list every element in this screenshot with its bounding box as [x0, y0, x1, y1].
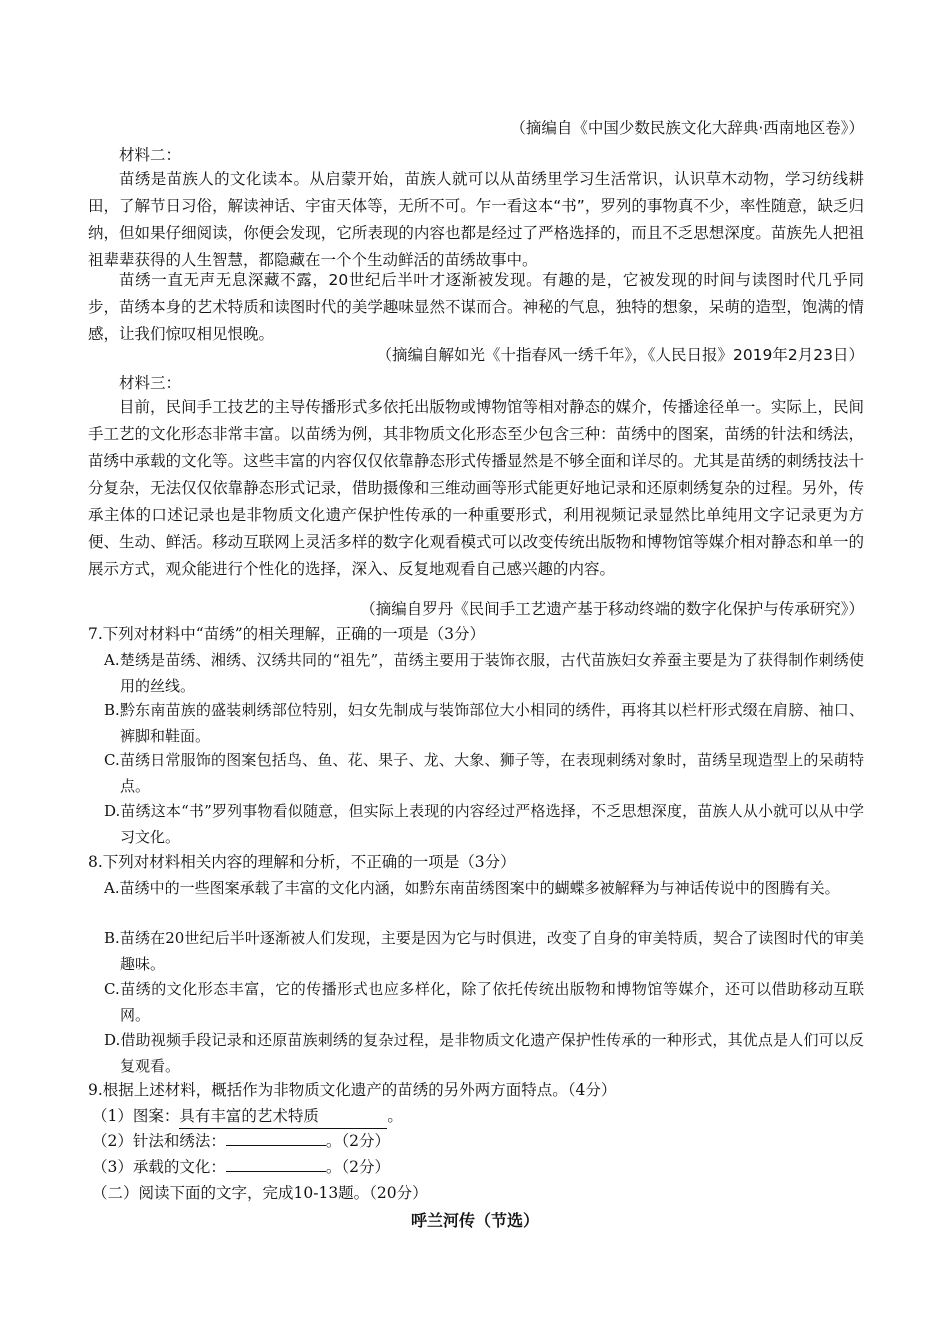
material-3-paragraph: 目前，民间手工技艺的主导传播形式多依托出版物或博物馆等相对静态的媒介，传播途径单一。实际上，民间手工艺的文化形态非常丰富。以苗绣为例，其非物质文化形态至少包含三种：苗绣中的图案，苗绣的针法和绣法，苗绣中承载的文化等。这些丰富的内容仅仅依靠静态形式传播显然是不够全面和详尽的。尤其是苗绣的刺绣技法十分复杂，无法仅仅依靠静态形式记录，借助摄像和三维动画等形式能更好地记录和还原刺绣复杂的过程。另外，传承主体的口述记录也是非物质文化遗产保护性传承的一种重要形式，利用视频记录显然比单纯用文字记录更为方便、生动、鲜活。移动互联网上灵活多样的数字化观看模式可以改变传统出版物和博物馆等媒介相对静态和单一的展示方式，观众能进行个性化的选择，深入、反复地观看自己感兴趣的内容。: [88, 398, 864, 578]
item-1-end: 。: [387, 1107, 403, 1125]
passage-title: 呼兰河传（节选）: [410, 1211, 539, 1230]
item-1-label: （1）图案：: [92, 1107, 180, 1125]
question-7-option-c: C.苗绣日常服饰的图案包括鸟、鱼、花、果子、龙、大象、狮子等，在表现刺绣对象时，苗绣呈现造型上的呆萌特点。: [104, 751, 864, 795]
material-3-heading: 材料三：: [119, 374, 182, 392]
question-7-stem: 7.下列对材料中“苗绣”的相关理解，正确的一项是（3分）: [88, 625, 486, 643]
item-2-answer-blank[interactable]: [226, 1129, 326, 1146]
question-9-item-2: [92, 1129, 390, 1153]
question-8-option-c: C.苗绣的文化形态丰富，它的传播形式也应多样化，除了依托传统出版物和博物馆等媒介，还可以借助移动互联网。: [104, 980, 864, 1024]
item-1-answer-blank[interactable]: [179, 1104, 387, 1129]
question-8-option-b: B.苗绣在20世纪后半叶逐渐被人们发现，主要是因为它与时俱进，改变了自身的审美特质，契合了读图时代的审美趣味。: [104, 929, 864, 973]
item-1-answer: 具有丰富的艺术特质: [179, 1107, 319, 1125]
material-2-paragraph-1: 苗绣是苗族人的文化读本。从启蒙开始，苗族人就可以从苗绣里学习生活常识，认识草木动物，学习纺线耕田，了解节日习俗，解读神话、宇宙天体等，无所不可。乍一看这本“书”，罗列的事物真不少，率性随意，缺乏归纳，但如果仔细阅读，你便会发现，它所表现的内容也都是经过了严格选择的，而且不乏思想深度。苗族先人把祖祖辈辈获得的人生智慧，都隐藏在一个个生动鲜活的苗绣故事中。: [88, 170, 864, 269]
item-3-end: 。（2分）: [325, 1158, 390, 1176]
question-8-option-a: A.苗绣中的一些图案承载了丰富的文化内涵，如黔东南苗绣图案中的蝴蝶多被解释为与神话传说中的图腾有关。: [104, 879, 840, 897]
material-2-paragraph-2: 苗绣一直无声无息深藏不露，20世纪后半叶才逐渐被发现。有趣的是，它被发现的时间与读图时代几乎同步，苗绣本身的艺术特质和读图时代的美学趣味显然不谋而合。神秘的气息，独特的想象，呆萌的造型，饱满的情感，让我们惊叹相见恨晚。: [88, 271, 864, 343]
question-8-option-d: D.借助视频手段记录和还原苗族刺绣的复杂过程，是非物质文化遗产保护性传承的一种形式，其优点是人们可以反复观看。: [104, 1031, 864, 1075]
question-7-option-a: A.楚绣是苗绣、湘绣、汉绣共同的“祖先”，苗绣主要用于装饰衣服，古代苗族妇女养蚕主要是为了获得制作刺绣使用的丝线。: [104, 651, 864, 695]
question-9-stem: 9.根据上述材料，概括作为非物质文化遗产的苗绣的另外两方面特点。（4分）: [88, 1081, 617, 1099]
question-9-item-3: [92, 1155, 390, 1179]
question-7-option-b: B.黔东南苗族的盛装刺绣部位特别，妇女先制成与装饰部位大小相同的绣件，再将其以栏杆形式缀在肩膀、袖口、裤脚和鞋面。: [104, 701, 864, 745]
item-3-answer-blank[interactable]: [226, 1155, 326, 1172]
source-citation-1: （摘编自《中国少数民族文化大辞典·西南地区卷》）: [510, 119, 864, 137]
section-2-instruction: （二）阅读下面的文字，完成10-13题。（20分）: [92, 1184, 428, 1202]
question-7-option-d: D.苗绣这本“书”罗列事物看似随意，但实际上表现的内容经过严格选择，不乏思想深度，苗族人从小就可以从中学习文化。: [104, 802, 864, 846]
source-citation-2: （摘编自解如光《十指春风一绣千年》，《人民日报》2019年2月23日）: [376, 346, 864, 364]
question-9-item-1: [92, 1104, 403, 1129]
item-2-label: （2）针法和绣法：: [92, 1132, 226, 1150]
item-2-end: 。（2分）: [325, 1132, 390, 1150]
question-8-stem: 8.下列对材料相关内容的理解和分析，不正确的一项是（3分）: [88, 853, 516, 871]
material-2-heading: 材料二：: [119, 146, 182, 164]
item-3-label: （3）承载的文化：: [92, 1158, 226, 1176]
source-citation-3: （摘编自罗丹《民间手工艺遗产基于移动终端的数字化保护与传承研究》）: [360, 600, 864, 618]
